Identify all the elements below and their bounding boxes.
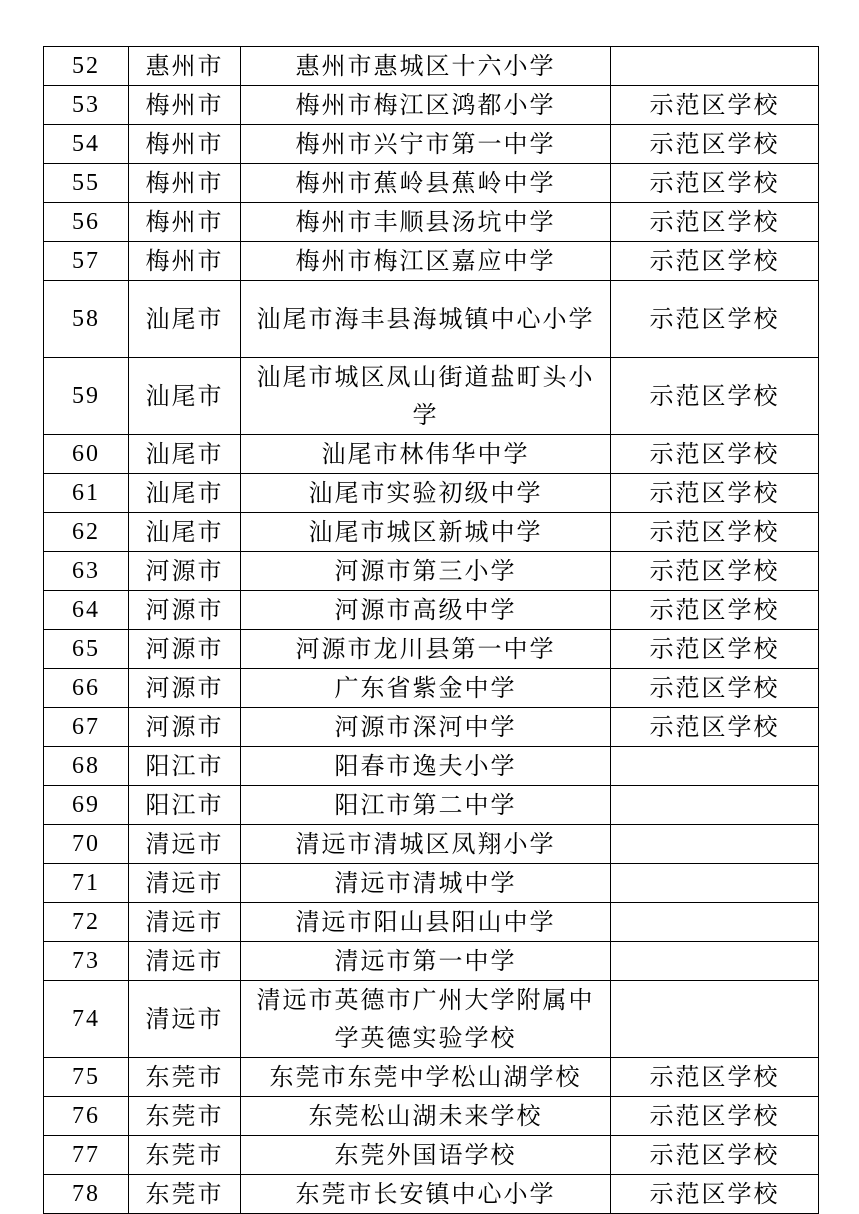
row-number: 74: [44, 981, 129, 1058]
row-school-name: 清远市第一中学: [241, 942, 611, 981]
row-school-name: 汕尾市实验初级中学: [241, 474, 611, 513]
row-note: 示范区学校: [611, 358, 819, 435]
row-number: 56: [44, 203, 129, 242]
row-city: 清远市: [129, 981, 241, 1058]
row-note: 示范区学校: [611, 669, 819, 708]
row-note: [611, 47, 819, 86]
row-note: 示范区学校: [611, 630, 819, 669]
row-note: 示范区学校: [611, 435, 819, 474]
row-school-name: 河源市龙川县第一中学: [241, 630, 611, 669]
row-number: 53: [44, 86, 129, 125]
row-city: 梅州市: [129, 203, 241, 242]
row-city: 清远市: [129, 864, 241, 903]
row-note: 示范区学校: [611, 474, 819, 513]
table-row: [44, 552, 819, 591]
row-city: 河源市: [129, 630, 241, 669]
row-number: 65: [44, 630, 129, 669]
row-school-name: 汕尾市城区凤山街道盐町头小学: [241, 358, 611, 435]
row-city: 梅州市: [129, 125, 241, 164]
table-row: [44, 1136, 819, 1175]
table-row: [44, 435, 819, 474]
row-city: 梅州市: [129, 86, 241, 125]
table-row: [44, 825, 819, 864]
row-number: 77: [44, 1136, 129, 1175]
row-number: 61: [44, 474, 129, 513]
table-row: [44, 1175, 819, 1214]
row-city: 清远市: [129, 903, 241, 942]
row-note: 示范区学校: [611, 86, 819, 125]
table-row: [44, 474, 819, 513]
school-table: [43, 46, 819, 1214]
row-number: 64: [44, 591, 129, 630]
row-number: 76: [44, 1097, 129, 1136]
table-row: [44, 358, 819, 435]
table-row: [44, 281, 819, 358]
row-number: 78: [44, 1175, 129, 1214]
row-school-name: 清远市清城区凤翔小学: [241, 825, 611, 864]
row-school-name: 河源市深河中学: [241, 708, 611, 747]
row-school-name: 梅州市梅江区嘉应中学: [241, 242, 611, 281]
row-school-name: 梅州市兴宁市第一中学: [241, 125, 611, 164]
table-row: [44, 164, 819, 203]
row-note: 示范区学校: [611, 708, 819, 747]
row-school-name: 阳春市逸夫小学: [241, 747, 611, 786]
row-note: [611, 825, 819, 864]
table-row: [44, 513, 819, 552]
row-number: 57: [44, 242, 129, 281]
row-city: 汕尾市: [129, 435, 241, 474]
row-city: 清远市: [129, 942, 241, 981]
row-city: 清远市: [129, 825, 241, 864]
row-school-name: 阳江市第二中学: [241, 786, 611, 825]
row-city: 河源市: [129, 552, 241, 591]
row-school-name: 梅州市蕉岭县蕉岭中学: [241, 164, 611, 203]
row-school-name: 东莞松山湖未来学校: [241, 1097, 611, 1136]
row-number: 55: [44, 164, 129, 203]
row-note: 示范区学校: [611, 513, 819, 552]
row-number: 71: [44, 864, 129, 903]
row-note: [611, 747, 819, 786]
row-number: 68: [44, 747, 129, 786]
row-city: 阳江市: [129, 747, 241, 786]
school-table-body: [44, 47, 819, 1214]
row-city: 汕尾市: [129, 474, 241, 513]
row-note: 示范区学校: [611, 1097, 819, 1136]
row-school-name: 东莞市东莞中学松山湖学校: [241, 1058, 611, 1097]
row-note: [611, 864, 819, 903]
row-city: 梅州市: [129, 242, 241, 281]
row-note: 示范区学校: [611, 203, 819, 242]
row-number: 58: [44, 281, 129, 358]
row-school-name: 惠州市惠城区十六小学: [241, 47, 611, 86]
row-city: 梅州市: [129, 164, 241, 203]
table-row: [44, 981, 819, 1058]
row-city: 阳江市: [129, 786, 241, 825]
row-note: [611, 786, 819, 825]
row-note: 示范区学校: [611, 125, 819, 164]
row-number: 63: [44, 552, 129, 591]
row-school-name: 梅州市丰顺县汤坑中学: [241, 203, 611, 242]
row-note: 示范区学校: [611, 1175, 819, 1214]
table-row: [44, 903, 819, 942]
school-list-sheet: [43, 46, 818, 1214]
row-city: 河源市: [129, 591, 241, 630]
row-school-name: 汕尾市海丰县海城镇中心小学: [241, 281, 611, 358]
table-row: [44, 203, 819, 242]
table-row: [44, 747, 819, 786]
table-row: [44, 125, 819, 164]
row-number: 67: [44, 708, 129, 747]
row-city: 东莞市: [129, 1097, 241, 1136]
row-school-name: 梅州市梅江区鸿都小学: [241, 86, 611, 125]
row-city: 河源市: [129, 708, 241, 747]
row-school-name: 清远市清城中学: [241, 864, 611, 903]
row-school-name: 东莞市长安镇中心小学: [241, 1175, 611, 1214]
row-number: 52: [44, 47, 129, 86]
row-note: [611, 942, 819, 981]
row-number: 59: [44, 358, 129, 435]
table-row: [44, 669, 819, 708]
row-city: 东莞市: [129, 1058, 241, 1097]
table-row: [44, 591, 819, 630]
table-row: [44, 786, 819, 825]
row-city: 东莞市: [129, 1136, 241, 1175]
row-school-name: 东莞外国语学校: [241, 1136, 611, 1175]
row-note: 示范区学校: [611, 552, 819, 591]
row-school-name: 清远市英德市广州大学附属中学英德实验学校: [241, 981, 611, 1058]
row-school-name: 河源市第三小学: [241, 552, 611, 591]
row-note: 示范区学校: [611, 164, 819, 203]
row-city: 汕尾市: [129, 358, 241, 435]
table-row: [44, 708, 819, 747]
row-number: 72: [44, 903, 129, 942]
row-number: 62: [44, 513, 129, 552]
table-row: [44, 86, 819, 125]
row-note: 示范区学校: [611, 1136, 819, 1175]
row-number: 54: [44, 125, 129, 164]
row-number: 70: [44, 825, 129, 864]
row-note: 示范区学校: [611, 281, 819, 358]
row-note: [611, 903, 819, 942]
row-note: 示范区学校: [611, 242, 819, 281]
row-school-name: 清远市阳山县阳山中学: [241, 903, 611, 942]
row-city: 汕尾市: [129, 281, 241, 358]
table-row: [44, 1097, 819, 1136]
table-row: [44, 942, 819, 981]
row-note: 示范区学校: [611, 591, 819, 630]
row-city: 汕尾市: [129, 513, 241, 552]
row-number: 69: [44, 786, 129, 825]
row-number: 60: [44, 435, 129, 474]
row-school-name: 河源市高级中学: [241, 591, 611, 630]
row-city: 惠州市: [129, 47, 241, 86]
row-number: 73: [44, 942, 129, 981]
row-city: 河源市: [129, 669, 241, 708]
row-number: 66: [44, 669, 129, 708]
row-school-name: 汕尾市林伟华中学: [241, 435, 611, 474]
row-note: [611, 981, 819, 1058]
row-number: 75: [44, 1058, 129, 1097]
row-school-name: 广东省紫金中学: [241, 669, 611, 708]
table-row: [44, 630, 819, 669]
table-row: [44, 864, 819, 903]
row-city: 东莞市: [129, 1175, 241, 1214]
table-row: [44, 242, 819, 281]
table-row: [44, 1058, 819, 1097]
row-school-name: 汕尾市城区新城中学: [241, 513, 611, 552]
row-note: 示范区学校: [611, 1058, 819, 1097]
table-row: [44, 47, 819, 86]
